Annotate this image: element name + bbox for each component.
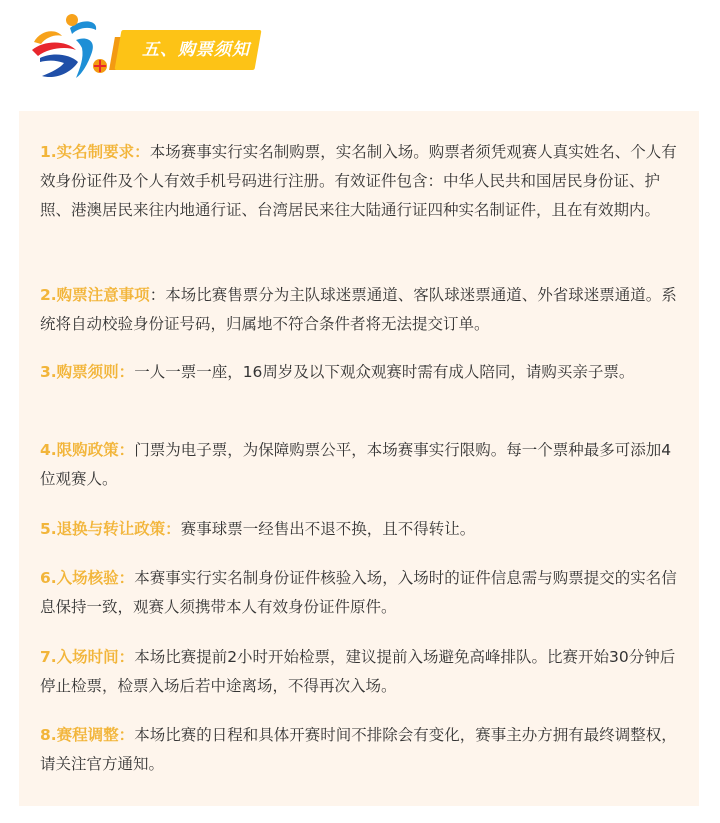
notice-item-7 bbox=[40, 643, 680, 701]
notice-item-text: 本场赛事实行实名制购票，实名制入场。购票者须凭观赛人真实姓名、个人有效身份证件及个人有效手机号码进行注册。有效证件包含：中华人民共和国居民身份证、护照、港澳居民来往内地通行证、台湾居民来往大陆通行证四种实名制证件，且在有效期内。 bbox=[40, 143, 677, 219]
notice-item-text: 赛事球票一经售出不退不换，且不得转让。 bbox=[180, 520, 476, 538]
notice-item-label: 7.入场时间： bbox=[40, 648, 135, 666]
notice-item-label: 5.退换与转让政策： bbox=[40, 520, 181, 538]
mascot-logo-icon bbox=[26, 10, 116, 85]
notice-item-label: 8.赛程调整： bbox=[40, 726, 135, 744]
notice-item-8 bbox=[40, 721, 680, 779]
notice-item-4 bbox=[40, 436, 680, 494]
notice-item-text: 本场比赛提前2小时开始检票，建议提前入场避免高峰排队。比赛开始30分钟后停止检票，检票入场后若中途离场，不得再次入场。 bbox=[40, 648, 676, 695]
notice-item-label: 1.实名制要求： bbox=[40, 143, 150, 161]
section-title: 五、购票须知 bbox=[142, 40, 250, 60]
notice-item-label: 2.购票注意事项 bbox=[40, 286, 150, 304]
notice-item-1 bbox=[40, 138, 680, 225]
notice-item-text: 一人一票一座，16周岁及以下观众观赛时需有成人陪同，请购买亲子票。 bbox=[134, 363, 635, 381]
notice-item-5 bbox=[40, 515, 680, 544]
notice-item-2 bbox=[40, 281, 680, 339]
notice-item-text: 本赛事实行实名制身份证件核验入场，入场时的证件信息需与购票提交的实名信息保持一致，观赛人须携带本人有效身份证件原件。 bbox=[40, 569, 677, 616]
notice-item-text: 门票为电子票，为保障购票公平，本场赛事实行限购。每一个票种最多可添加4位观赛人。 bbox=[40, 441, 672, 488]
notice-item-label: 6.入场核验： bbox=[40, 569, 135, 587]
section-header bbox=[26, 10, 286, 85]
notice-item-6 bbox=[40, 564, 680, 622]
notice-item-3 bbox=[40, 358, 680, 387]
notice-panel bbox=[19, 111, 699, 806]
notice-item-label: 3.购票须则： bbox=[40, 363, 135, 381]
notice-item-text: ：本场比赛售票分为主队球迷票通道、客队球迷票通道、外省球迷票通道。系统将自动校验身份证号码，归属地不符合条件者将无法提交订单。 bbox=[40, 286, 677, 333]
notice-item-label: 4.限购政策： bbox=[40, 441, 135, 459]
notice-item-text: 本场比赛的日程和具体开赛时间不排除会有变化，赛事主办方拥有最终调整权，请关注官方通知。 bbox=[40, 726, 677, 773]
